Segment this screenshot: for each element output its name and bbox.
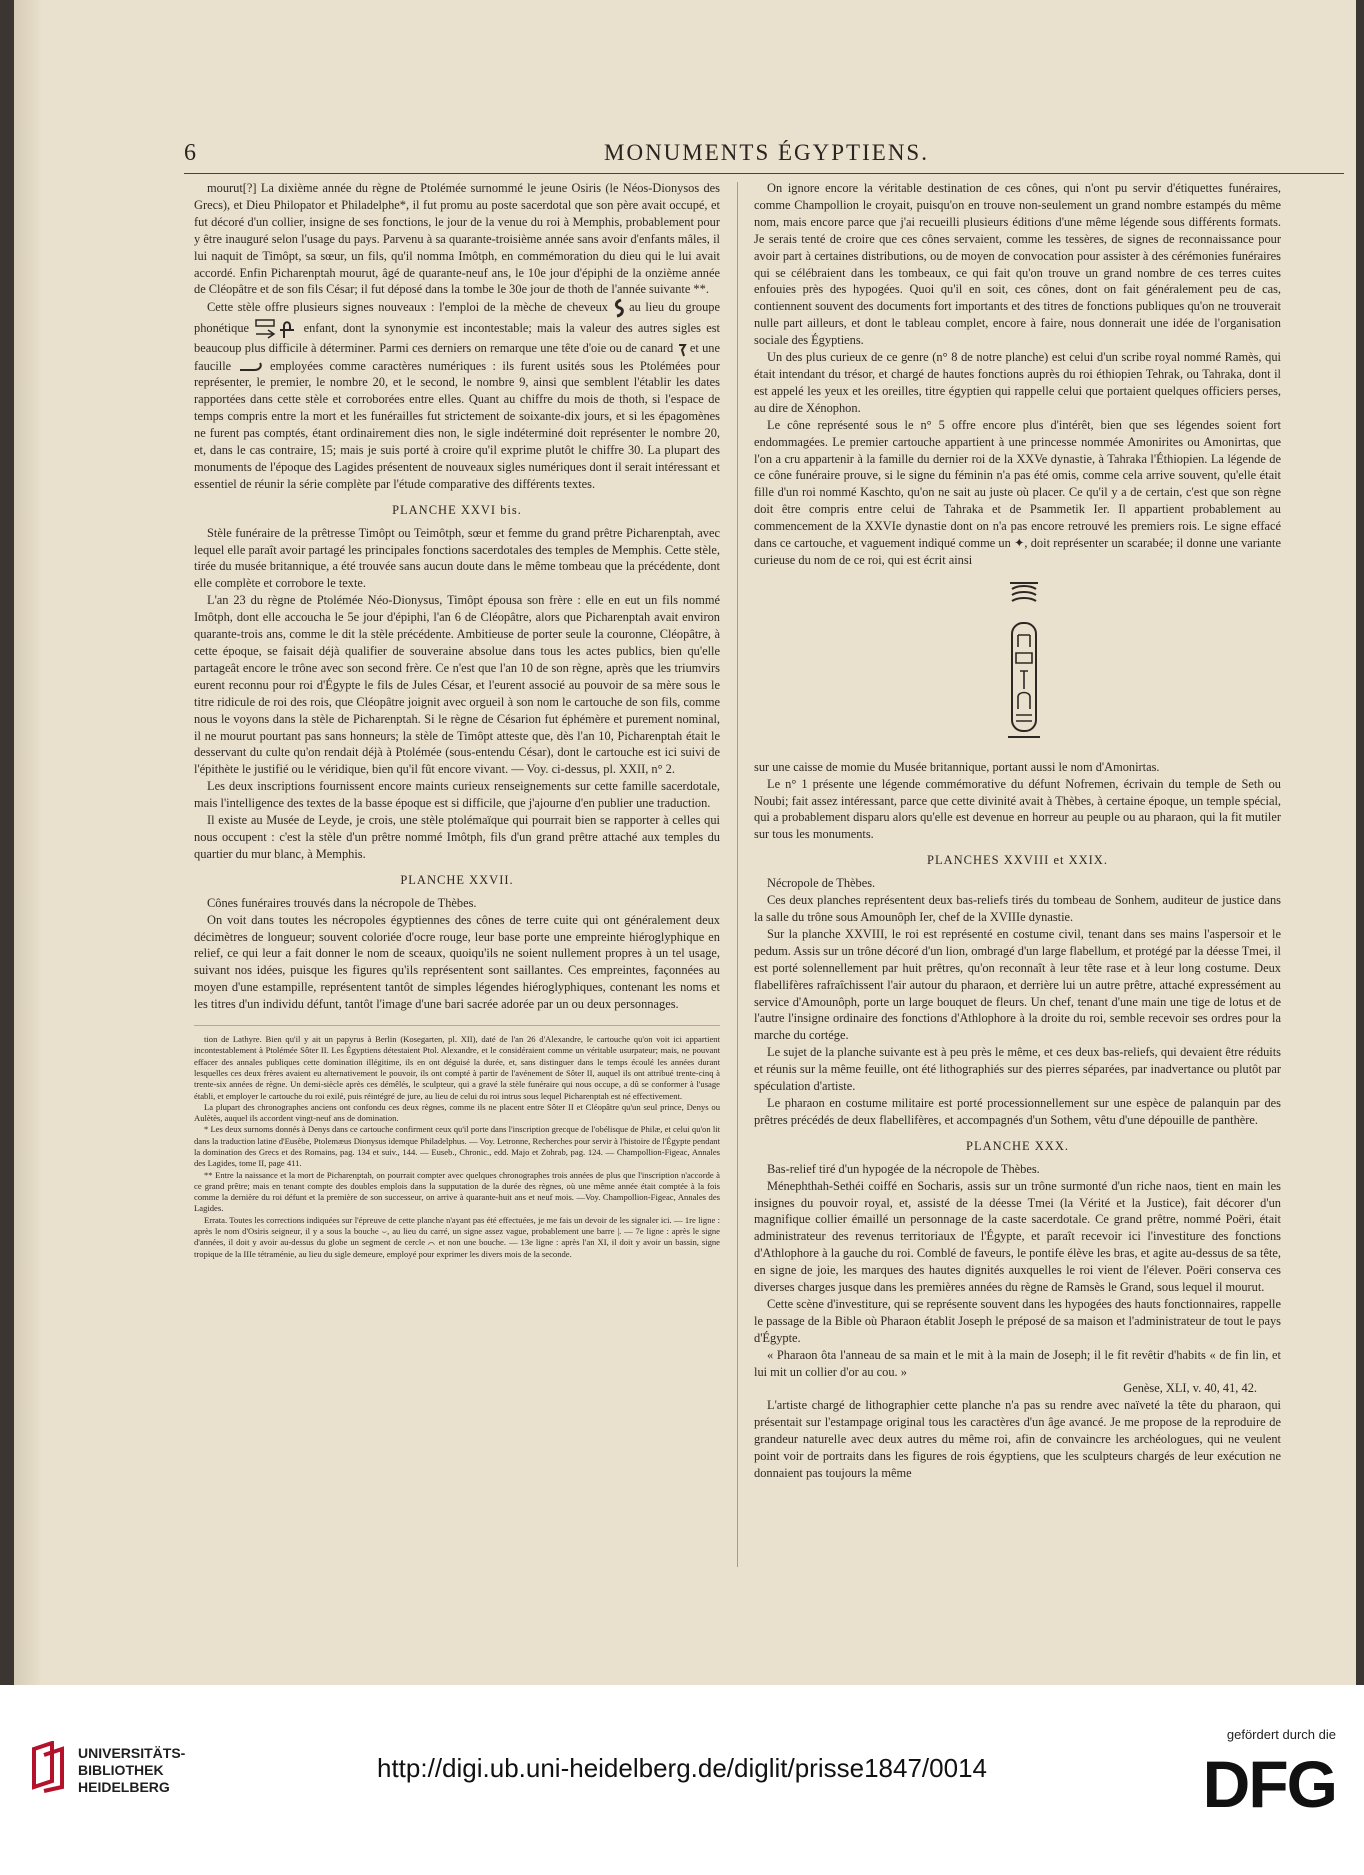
paragraph: L'artiste chargé de lithographier cette planche n'a pas su rendre avec naïveté la tête du pharaon, qui présentait sur l'estampage original tous les caractères d'un âge avancé. Je me propose de la reproduire de grandeur naturelle avec deux autres du même roi, afin de convaincre les archéologues, qui ne veulent point voir de portraits dans les figures de rois égyptiens, que les sculpteurs chargés de leur exécution ne donnaient pas toujours la même xyxy=(754,1398,1281,1480)
lock-of-hair-hieroglyph-icon xyxy=(613,298,625,318)
funding-label: gefördert durch die xyxy=(1226,1727,1336,1742)
paragraph: Ménephthah-Sethéi coiffé en Socharis, assis sur un trône surmonté d'un riche naos, tient en main les insignes du pouvoir royal, et, assisté de la déesse Tmei (la Vérité et la Justice), fait décorer d'un magnifique collier émaillé un personnage de la caste sacerdotale. Ce grand prêtre, nommé Poëri, était administrateur des revenus territoriaux de l'Égypte, et paraît recevoir ici l'investiture des fonctions d'Athlophore à la gauche du roi. Comblé de faveurs, le pontife élève les bras, et agite au-dessus de sa tête, en signe de joie, les marques des hautes dignités auxquelles le roi vient de l'élever. Poëri conserva ces diverses charges jusque dans les premières années du règne de Ramsès le Grand, sous lequel il mourut. xyxy=(754,1178,1281,1295)
library-name-line: BIBLIOTHEK xyxy=(78,1762,164,1778)
page-number: 6 xyxy=(184,140,196,166)
footnote: * Les deux surnoms donnés à Denys dans ce cartouche confirment ceux qu'il porte dans l'inscription grecque de l'obélisque de Philæ, et celui qu'on lit dans la traduction latine d'Eusèbe, Ptolemæus Dionysus idemque Philadelphus. — Voy. Letronne, Recherches pour servir à l'histoire de l'Égypte pendant la domination des Grecs et des Romains, pag. 134 et suiv., 144. — Euseb., Chronic., edd. Majo et Zohrab, pag. 124. — Champollion-Figeac, Annales des Lagides, tome II, page 411. xyxy=(194,1124,720,1169)
paragraph: sur une caisse de momie du Musée britannique, portant aussi le nom d'Amonirtas. xyxy=(754,759,1160,774)
text-run: enfant, dont la synonymie est incontestable; mais la valeur des autres sigles est beaucoup plus difficile à déterminer. Parmi ces derniers on remarque une tête d'oie ou de canard xyxy=(194,321,720,356)
bible-reference: Genèse, XLI, v. 40, 41, 42. xyxy=(1123,1381,1257,1396)
left-column xyxy=(194,180,720,1260)
section-heading: PLANCHES XXVIII et XXIX. xyxy=(927,853,1108,868)
dfg-logo: DFG xyxy=(1202,1747,1336,1821)
permalink-url[interactable]: http://digi.ub.uni-heidelberg.de/diglit/prisse1847/0014 xyxy=(377,1753,987,1783)
paragraph: Un des plus curieux de ce genre (n° 8 de notre planche) est celui d'un scribe royal nommé Ramès, qui était intendant du trésor, et chargé de hautes fonctions auprès du roi éthiopien Tehrak, ou Tahraka, dont il est appelé les yeux et les oreilles, titre égyptien qui rappelle celui que portaient quelques officiers perses, au dire de Xénophon. xyxy=(754,350,1281,415)
running-head xyxy=(184,140,1349,170)
paragraph: Sur la planche XXVIII, le roi est représenté en costume civil, tenant dans ses mains l'aspersoir et le pedum. Assis sur un trône décoré d'un lion, ombragé d'un large flabellum, et protégé par la déesse Tmei, il est porté solennellement par huit prêtres, qu'on reconnaît à leur tête rase et à leur long costume. Deux flabellifères rafraîchissent l'air autour du pharaon, et derrière lui un autre prêtre, attaché expressément au service d'Amounôph, porte un large bouquet de fleurs. Un chef, tenant d'une main une tige de lotus et de l'autre l'insigne ordinaire des fonctions d'Athlophore à la droite du roi, semble recevoir ses ordres pour la marche du cortége. xyxy=(754,926,1281,1043)
paragraph: Il existe au Musée de Leyde, je crois, une stèle ptolémaïque qui pourrait bien se rapporter à celles qui nous occupent : c'est la stèle d'un prêtre nommé Imôtph, fils d'un grand prêtre attaché aux temples du quartier du mur blanc, à Memphis. xyxy=(194,813,720,861)
text-run: employées comme caractères numériques : ils furent usités sous les Ptolémées pour représenter, le premier, le nombre 20, et le second, le nombre 9, ainsi que semblent l'établir les dates rapportées dans cette stèle et corroborées entre elles. Quant au chiffre du mois de thoth, si l'espace de temps compris entre la mort et les funérailles fut strictement de soixante-dix jours, et si les épagomènes ne furent pas comptés, étant ordinairement dies non, le sigle indéterminé doit représenter le nombre 20, et, dans le cas contraire, 15; mais je suis porté à croire qu'il exprime plutôt le chiffre 30. La plupart des monuments de l'époque des Lagides présentent de nouveaux sigles numériques dont il serait intéressant et essentiel de réunir la série complète par l'étude comparative des différents textes. xyxy=(194,358,720,491)
library-name-line: UNIVERSITÄTS- xyxy=(78,1745,186,1761)
paragraph: Stèle funéraire de la prêtresse Timôpt ou Teimôtph, sœur et femme du grand prêtre Picharenptah, avec lequel elle paraît avoir partagé les principales fonctions sacerdotales des temples de Memphis. Cette stèle, tirée du musée britannique, a été trouvée sans aucun doute dans le même tombeau que la précédente, dont elle complète et corrobore le texte. xyxy=(194,525,720,591)
text-run: et une faucille xyxy=(194,341,720,373)
footnote: Errata. Toutes les corrections indiquées sur l'épreuve de cette planche n'ayant pas été effectuées, je me fais un devoir de les signaler ici. — 1re ligne : après le nom d'Osiris seigneur, il y a sous la bouche ⌣, au lieu du carré, un signe assez vague, probablement une barre |. — 7e ligne : après le signe d'années, il doit y avoir au-dessus du globe un segment de cercle ⌒ et non une bouche. — 13e ligne : après l'an XI, il doit y avoir un bassin, signe tropique de la IIIe tétraménie, au lieu du sigle demeure, employé pour exprimer les divers mois de la seconde. xyxy=(194,1214,720,1259)
viewer-footer xyxy=(0,1685,1364,1875)
paragraph: On ignore encore la véritable destination de ces cônes, qui n'ont pu servir d'étiquettes funéraires, comme Champollion le croyait, puisqu'on en trouve non-seulement un grand nombre estampés du même nom, mais encore parce que j'ai recueilli plusieurs éditions d'une même légende sous différents formats. Je serais tenté de croire que ces cônes servaient, comme les tessères, de signes de reconnaissance pour avoir part à certaines distributions, ou de moyen de convocation pour assister à des cérémonies funéraires qui se célébraient dans les tombeaux, ce qui fait qu'on trouve un grand nombre de ces terres cuites enfouies près des hypogées. Quoi qu'il en soit, ces cônes, dont on fait généralement peu de cas, contiennent souvent des documents fort importants et des titres de fonctions publiques qu'on ne trouverait nulle part ailleurs, et dont le tableau complet, encore à faire, nous donnerait une idée de l'organisation sociale des Égyptiens. xyxy=(754,181,1281,348)
paragraph: Le n° 1 présente une légende commémorative du défunt Nofremen, écrivain du temple de Seth ou Noubi; fait assez intéressant, parce que cette divinité avait à Thèbes, à certaine époque, un temple spécial, qui a probablement disparu alors qu'elle est devenue en horreur au peuple ou au pharaon, qui la fit mutiler sur tous les monuments. xyxy=(754,776,1281,842)
paragraph: mourut[?] La dixième année du règne de Ptolémée surnommé le jeune Osiris (le Néos-Dionysos des Grecs), et Dieu Philopator et Philadelphe*, il fut promu au poste sacerdotal que son père avait occupé, et fut décoré d'un collier, insigne de ses fonctions, le jour de la venue du roi à Memphis, probablement pour y être inauguré selon l'usage du pays. Parvenu à sa quarante-troisième année sans avoir d'enfants mâles, il lui naquit de Timôpt, sa sœur, un fils, qu'il nomma Imôtph, en commémoration du dieu qui le lui avait accordé. Enfin Picharenptah mourut, âgé de quarante-neuf ans, le 10e jour d'épiphi de la onzième année de Cléopâtre et de son fils César; il fut déposé dans la tombe le 30e jour de thoth de l'année suivante **. xyxy=(194,181,720,297)
text-run: Cette stèle offre plusieurs signes nouveaux : l'emploi de la mèche de cheveux xyxy=(207,300,608,315)
right-column xyxy=(754,180,1281,1482)
book-page xyxy=(14,0,1356,1685)
header-rule xyxy=(184,173,1344,174)
paragraph: L'an 23 du règne de Ptolémée Néo-Dionysus, Timôpt épousa son frère : elle en eut un fils nommé Imôtph, dont elle accoucha le 5e jour d'épiphi, l'an 6 de Cléopâtre, alors que Picharenptah avait environ quarante-trois ans, comme le dit la stèle précédente. Ambitieuse de porter seule la couronne, Cléopâtre, à cette époque, se faisait déjà qualifier de souveraine absolue dans tous les actes publics, bien qu'elle partageât encore le trône avec son second frère. Ce n'est que l'an 10 de son règne, après que les triumvirs eurent reconnu pour roi d'Égypte le fils de Jules César, et l'eurent associé au pouvoir de sa mère sous le titre ridicule de roi des rois, que Cléopâtre joignit avec orgueil à son nom le cartouche de son fils, comme nous le voyons dans la stèle de Picharenptah. Si le règne de Césarion fut éphémère et purement nominal, il ne mourut pourtant pas sans honneurs; la stèle de Timôpt atteste que, dès l'an 10, Picharenptah était le desservant du culte qu'on rendait déjà à Ptolémée (sous-entendu César), dont le cartouche est ici suivi de l'épithète le justifié ou le véridique, bien qu'il fût encore vivant. — Voy. ci-dessus, pl. XXII, n° 2. xyxy=(194,593,720,777)
section-heading: PLANCHE XXVI bis. xyxy=(392,502,522,517)
footnotes xyxy=(194,1025,720,1260)
cartouche-hieroglyph-icon xyxy=(1004,579,1044,744)
column-separator xyxy=(737,182,738,1567)
paragraph: Le sujet de la planche suivante est à peu près le même, et ces deux bas-reliefs, qui devaient être réduits et réunis sur la même feuille, ont été lithographiés sur des pierres séparées, par inadvertance ou plutôt par spéculation d'artiste. xyxy=(754,1045,1281,1094)
page-title: MONUMENTS ÉGYPTIENS. xyxy=(604,140,929,165)
section-heading: PLANCHE XXVII. xyxy=(400,872,514,887)
paragraph: Ces deux planches représentent deux bas-reliefs tirés du tombeau de Sonhem, auditeur de justice dans la salle du trône sous Amounôph Ier, chef de la XVIIIe dynastie. xyxy=(754,893,1281,924)
paragraph: Nécropole de Thèbes. xyxy=(767,876,876,891)
section-heading: PLANCHE XXX. xyxy=(966,1138,1069,1153)
paragraph xyxy=(194,298,720,492)
paragraph: Cônes funéraires trouvés dans la nécropole de Thèbes. xyxy=(207,895,477,910)
text-run: au lieu du groupe phonétique xyxy=(194,300,720,336)
footnote: ** Entre la naissance et la mort de Picharenptah, on pourrait compter avec quelques chronographes trois années de plus que l'inscription n'accorde à ce grand prêtre; mais en tenant compte des doubles emplois dans la supputation de la durée des règnes, où une même année était comptée à la fois comme la dernière du roi défunt et la première de son successeur, on arrive à quarante-huit ans et neuf mois. —Voy. Champollion-Figeac, Annales des Lagides. xyxy=(194,1169,720,1214)
paragraph: Bas-relief tiré d'un hypogée de la nécropole de Thèbes. xyxy=(767,1161,1040,1176)
library-name-line: HEIDELBERG xyxy=(78,1779,170,1795)
footnote: tion de Lathyre. Bien qu'il y ait un papyrus à Berlin (Kosegarten, pl. XII), daté de l'an 26 d'Alexandre, le cartouche qu'on voit ici appartient incontestablement à Ptolémée Sôter II. Les Égyptiens détestaient Ptol. Alexandre, et le considéraient comme un véritable usurpateur; mais, ne pouvant effacer des annales publiques cette domination illégitime, ils en ont déguisé la durée, et, sans distinguer dans le temps écoulé les années durant lesquelles ces deux frères avaient eu alternativement le pouvoir, ils ont compté à partir de l'avénement de Sôter II, auquel ils ont attribué trente-cinq à trente-six années de règne. Un demi-siècle après ces démêlés, le sculpteur, qui a gravé la stèle funéraire qui nous occupe, a dû se conformer à l'usage établi, et employer le cartouche du roi exilé, puis réintégré de jure, au lieu de celui du roi intrus sous lequel Picharenptah est né effectivement. xyxy=(194,1034,720,1101)
paragraph: On voit dans toutes les nécropoles égyptiennes des cônes de terre cuite qui ont généralement deux décimètres de longueur; souvent coloriée d'ocre rouge, leur base porte une empreinte hiéroglyphique en relief, ce qui leur a fait donner le nom de sceaux, quoiqu'ils ne soient nullement propres à un tel usage, suivant nos idées, puisque les figures qu'ils représentent sont saillantes. Ces empreintes, façonnées au moyen d'une estampille, représentent tantôt de simples légendes hiéroglyphiques, contenant les noms et les titres d'un individu défunt, tantôt l'image d'une bari sacrée adorée par un ou deux personnages. xyxy=(194,912,720,1012)
duck-head-hieroglyph-icon xyxy=(677,342,687,358)
quotation: « Pharaon ôta l'anneau de sa main et le mit à la main de Joseph; il le fit revêtir d'habits « de fin lin, et lui mit un collier d'or au cou. » xyxy=(754,1347,1281,1379)
paragraph: Le cône représenté sous le n° 5 offre encore plus d'intérêt, bien que ses légendes soient fort endommagées. Le premier cartouche appartient à une princesse nommée Amonirites ou Amonirtas, que l'on a cru appartenir à la famille du dernier roi de la XXVe dynastie, à Tahraka l'Éthiopien. La légende de ce cône funéraire prouve, si le signe du féminin n'a pas été omis, comme cela arrive souvent, qu'elle était fille d'un roi nommé Kaschto, qu'on ne sait au juste où placer. Ce qu'il y a de certain, c'est que son règne doit être compris entre celui de Tahraka et de Psammetik Ier. Il appartient probablement au commencement de la XXVIe dynastie dont on n'a pas encore retrouvé les premiers rois. Le signe effacé dans ce cartouche, et vaguement indiqué comme un ✦, doit représenter un scarabée; il donne une variante curieuse du nom de ce roi, qui est écrit ainsi xyxy=(754,417,1281,567)
paragraph: Cette scène d'investiture, qui se représente souvent dans les hypogées des hauts fonctionnaires, rappelle le passage de la Bible où Pharaon établit Joseph le préposé de sa maison et l'administrateur de tout le pays d'Égypte. xyxy=(754,1296,1281,1345)
sickle-hieroglyph-icon xyxy=(238,361,264,373)
phonetic-group-hieroglyph-icon xyxy=(254,318,298,340)
footnote: La plupart des chronographes anciens ont confondu ces deux règnes, comme ils ne placent entre Sôter II et Cléopâtre qu'un seul prince, Denys ou Aulètès, auquel ils accordent vingt-neuf ans de domination. xyxy=(194,1101,720,1124)
paragraph: Le pharaon en costume militaire est porté processionnellement sur une espèce de palanquin par des prêtres précédés de deux flabellifères, et accompagnés d'un Sothem, vêtu d'une dépouille de panthère. xyxy=(754,1095,1281,1127)
paragraph: Les deux inscriptions fournissent encore maints curieux renseignements sur cette famille sacerdotale, mais l'intelligence des textes de la basse époque est si difficile, que j'ajourne d'en publier une traduction. xyxy=(194,779,720,811)
